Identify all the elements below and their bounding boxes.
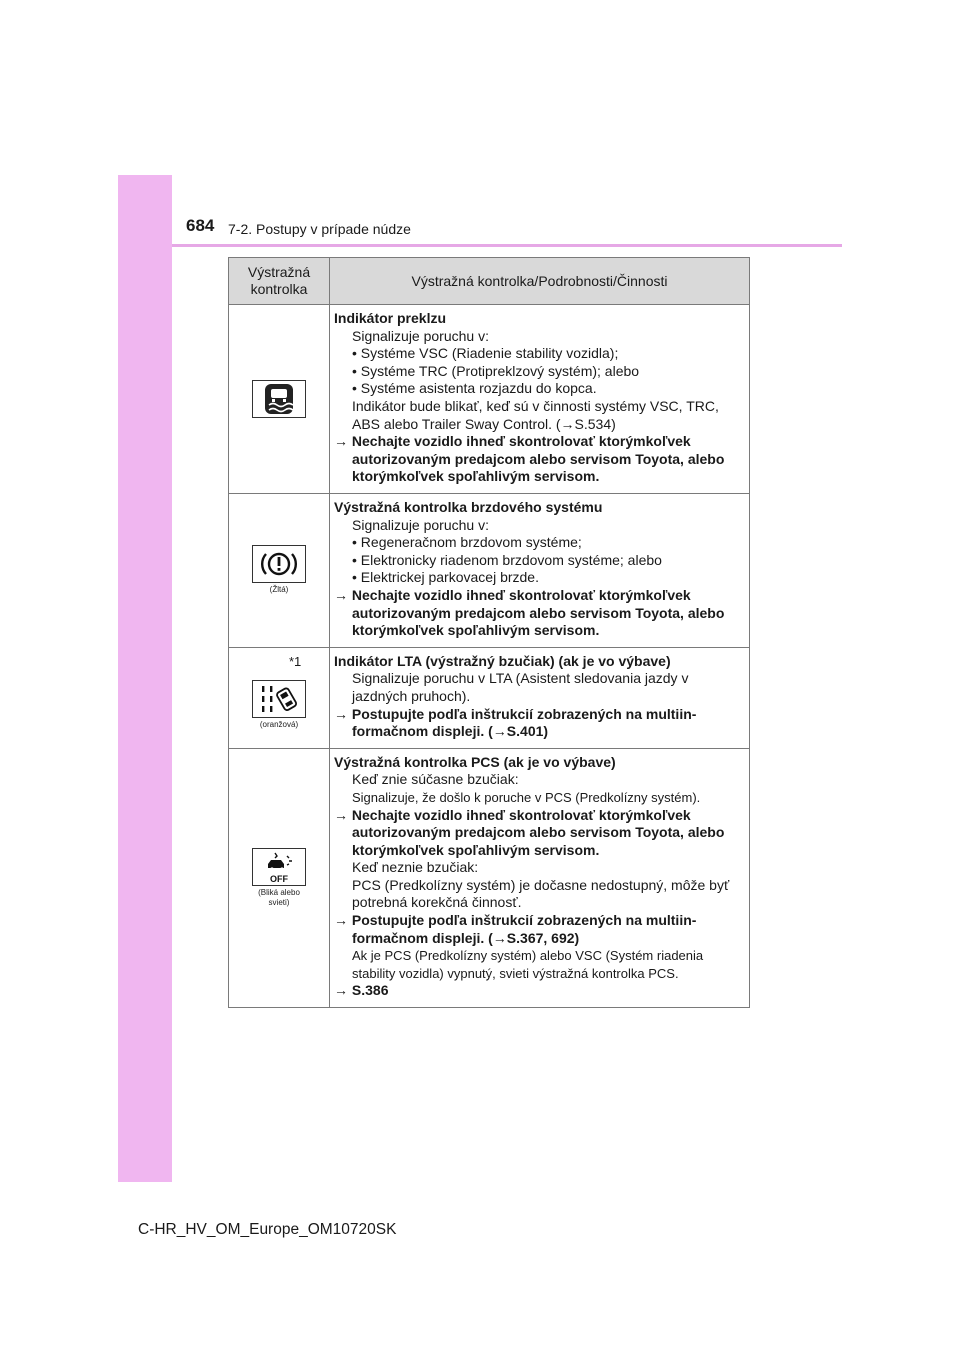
- icon-cell: [229, 647, 330, 748]
- table-header-row: [229, 258, 750, 305]
- header-rule: [172, 244, 842, 247]
- row-title: Výstražná kontrolka PCS (ak je vo výbave): [334, 753, 616, 770]
- row-title: Indikátor LTA (výstražný bzučiak) (ak je vo výbave): [334, 652, 671, 669]
- icon-caption: (oranžová): [259, 719, 299, 729]
- action-line: → Postupujte podľa inštrukcií zobrazených na multiin-formačnom displeji. (→S.401): [334, 705, 697, 740]
- row-title: Výstražná kontrolka brzdového systému: [334, 499, 603, 515]
- icon-caption: (Bliká alebo svieti): [258, 887, 300, 907]
- detail-bullet: • Regeneračnom brzdovom systéme;: [352, 534, 582, 551]
- detail-cell: [330, 494, 750, 648]
- detail-bullet: • Elektrickej parkovacej brzde.: [352, 569, 539, 586]
- footer-doc-code: C-HR_HV_OM_Europe_OM10720SK: [138, 1221, 397, 1238]
- detail-cell: [330, 305, 750, 494]
- table-row: [229, 748, 750, 1007]
- detail-bullet: • Systéme TRC (Protipreklzový systém); alebo: [352, 362, 640, 379]
- section-title: 7-2. Postupy v prípade núdze: [228, 221, 411, 237]
- detail-bullet: • Systéme VSC (Riadenie stability vozidla);: [352, 345, 619, 362]
- slip-indicator-icon: [252, 380, 306, 418]
- icon-cell: [229, 748, 330, 1007]
- table-row: [229, 305, 750, 494]
- row-title: Indikátor preklzu: [334, 310, 447, 326]
- warning-lights-table: [228, 257, 750, 1008]
- column-header-details: Výstražná kontrolka/Podrobnosti/Činnosti: [330, 258, 750, 305]
- detail-line: Keď znie súčasne bzučiak:: [352, 771, 519, 788]
- detail-line: Signalizuje poruchu v:: [352, 327, 489, 344]
- detail-cell: [330, 647, 750, 748]
- table-row: [229, 647, 750, 748]
- column-header-icon: Výstražná kontrolka: [229, 258, 330, 305]
- lta-indicator-icon: [252, 680, 306, 718]
- detail-line: Indikátor bude blikať, keď sú v činnosti systémy VSC, TRC, ABS alebo Trailer Sway Control. (→S.534): [352, 397, 719, 432]
- detail-line: Signalizuje poruchu v LTA (Asistent sledovania jazdy v jazdných pruhoch).: [352, 670, 689, 704]
- icon-caption: (Žltá): [269, 585, 289, 595]
- detail-bullet: • Systéme asistenta rozjazdu do kopca.: [352, 380, 597, 397]
- icon-cell: [229, 305, 330, 494]
- brake-warning-icon: [252, 545, 306, 583]
- action-line: → Postupujte podľa inštrukcií zobrazených na multiin-formačnom displeji. (→S.367, 692): [334, 912, 697, 946]
- table-row: [229, 494, 750, 648]
- detail-line: Signalizuje, že došlo k poruche v PCS (Predkolízny systém).: [352, 789, 701, 805]
- detail-bullet: • Elektronicky riadenom brzdovom systéme; alebo: [352, 551, 662, 568]
- detail-line: PCS (Predkolízny systém) je dočasne nedostupný, môže byť potrebná korekčná činnosť.: [352, 876, 730, 911]
- pcs-off-icon: [252, 848, 306, 886]
- icon-cell: [229, 494, 330, 648]
- svg-text:OFF: OFF: [270, 873, 288, 884]
- footnote-marker: *1: [289, 653, 302, 669]
- action-line: → Nechajte vozidlo ihneď skontrolovať ktorýmkoľvek autorizovaným predajcom alebo servisom Toyota, alebo ktorýmkoľvek spoľahlivým servisom.: [334, 586, 725, 639]
- detail-line: Keď neznie bzučiak:: [352, 859, 479, 876]
- detail-line: Ak je PCS (Predkolízny systém) alebo VSC (Systém riadenia stability vozidla) vypnutý, svieti výstražná kontrolka PCS.: [352, 948, 704, 981]
- action-line: → Nechajte vozidlo ihneď skontrolovať ktorýmkoľvek autorizovaným predajcom alebo servisom Toyota, alebo ktorýmkoľvek spoľahlivým servisom.: [334, 806, 725, 858]
- detail-cell: [330, 748, 750, 1007]
- action-line: → S.386: [334, 982, 389, 999]
- chapter-tab-band: [118, 175, 172, 1182]
- detail-line: Signalizuje poruchu v:: [352, 516, 489, 533]
- page-number: 684: [186, 216, 215, 235]
- action-line: → Nechajte vozidlo ihneď skontrolovať ktorýmkoľvek autorizovaným predajcom alebo servisom Toyota, alebo ktorýmkoľvek spoľahlivým servisom.: [334, 433, 725, 485]
